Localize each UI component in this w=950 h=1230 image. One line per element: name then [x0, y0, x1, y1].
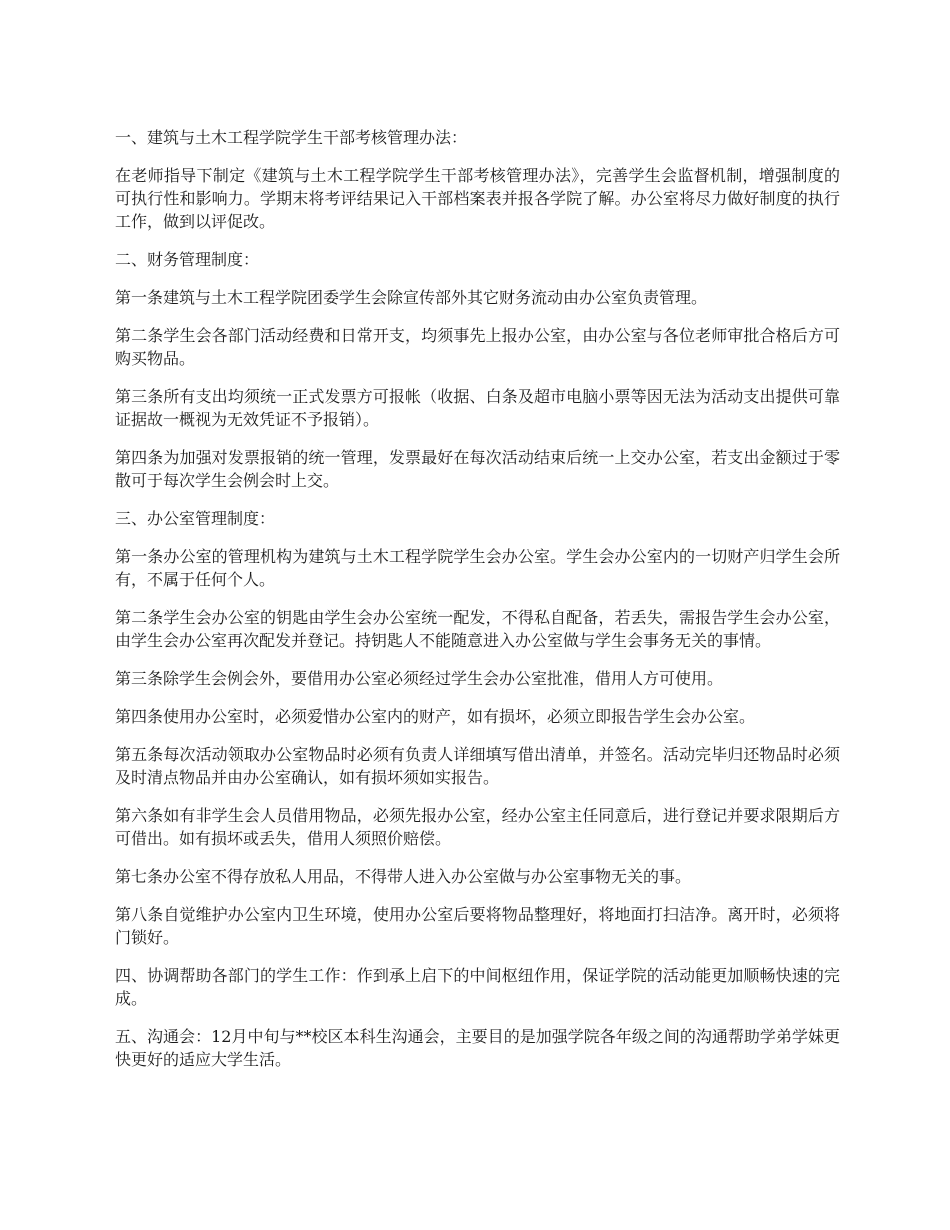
paragraph: 第八条自觉维护办公室内卫生环境，使用办公室后要将物品整理好，将地面打扫洁净。离开时，必须将门锁好。 — [115, 905, 840, 947]
paragraph: 在老师指导下制定《建筑与土木工程学院学生干部考核管理办法》，完善学生会监督机制，增强制度的可执行性和影响力。学期末将考评结果记入干部档案表并报各学院了解。办公室将尽力做好制度的执行工作，做到以评促改。 — [115, 166, 840, 231]
paragraph: 第四条为加强对发票报销的统一管理，发票最好在每次活动结束后统一上交办公室，若支出金额过于零散可于每次学生会例会时上交。 — [115, 448, 840, 490]
paragraph: 第二条学生会各部门活动经费和日常开支，均须事先上报办公室，由办公室与各位老师审批合格后方可购买物品。 — [115, 326, 840, 368]
paragraph: 第五条每次活动领取办公室物品时必须有负责人详细填写借出清单，并签名。活动完毕归还物品时必须及时清点物品并由办公室确认，如有损坏须如实报告。 — [115, 745, 840, 787]
paragraph: 第一条办公室的管理机构为建筑与土木工程学院学生会办公室。学生会办公室内的一切财产归学生会所有，不属于任何个人。 — [115, 547, 840, 589]
paragraph: 第六条如有非学生会人员借用物品，必须先报办公室，经办公室主任同意后，进行登记并要求限期后方可借出。如有损坏或丢失，借用人须照价赔偿。 — [115, 806, 840, 848]
paragraph: 第七条办公室不得存放私人用品，不得带人进入办公室做与办公室事物无关的事。 — [115, 867, 692, 886]
section-heading-5: 五、沟通会：12月中旬与**校区本科生沟通会，主要目的是加强学院各年级之间的沟通帮助学弟学妹更快更好的适应大学生活。 — [115, 1027, 840, 1069]
paragraph: 第三条所有支出均须统一正式发票方可报帐（收据、白条及超市电脑小票等因无法为活动支出提供可靠证据故一概视为无效凭证不予报销）。 — [115, 387, 840, 429]
section-heading-1: 一、建筑与土木工程学院学生干部考核管理办法： — [115, 128, 468, 147]
paragraph: 第四条使用办公室时，必须爱惜办公室内的财产，如有损坏，必须立即报告学生会办公室。 — [115, 707, 756, 726]
section-heading-2: 二、财务管理制度： — [115, 250, 260, 269]
section-heading-4: 四、协调帮助各部门的学生工作：作到承上启下的中间枢纽作用，保证学院的活动能更加顺畅快速的完成。 — [115, 966, 840, 1008]
document-body — [115, 126, 840, 1086]
paragraph: 第三条除学生会例会外，要借用办公室必须经过学生会办公室批准，借用人方可使用。 — [115, 669, 724, 688]
paragraph: 第一条建筑与土木工程学院团委学生会除宣传部外其它财务流动由办公室负责管理。 — [115, 288, 708, 307]
section-heading-3: 三、办公室管理制度： — [115, 509, 276, 528]
paragraph: 第二条学生会办公室的钥匙由学生会办公室统一配发，不得私自配备，若丢失，需报告学生会办公室，由学生会办公室再次配发并登记。持钥匙人不能随意进入办公室做与学生会事务无关的事情。 — [115, 608, 840, 650]
